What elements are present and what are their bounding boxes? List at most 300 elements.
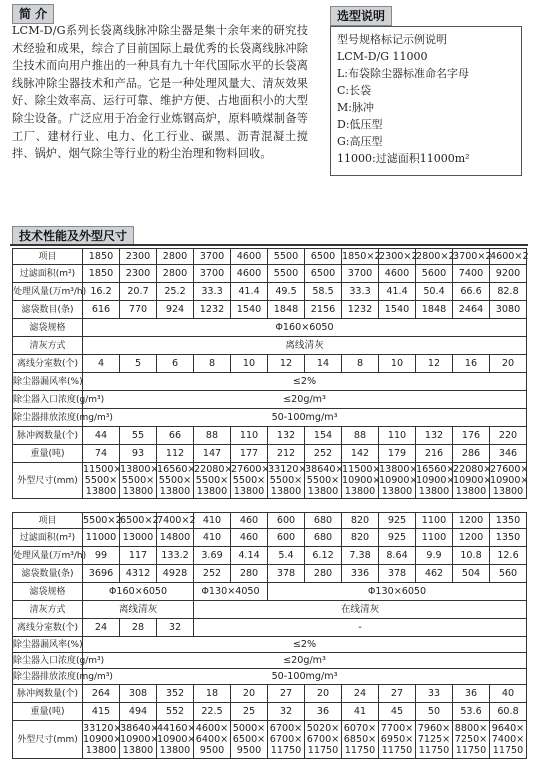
spec-table-1 (12, 248, 527, 499)
cell-line: 7125× (417, 734, 451, 745)
model-line: C:长袋 (337, 84, 372, 97)
row-label: 除尘器入口浓度(g/m³) (13, 391, 83, 409)
table-cell (379, 721, 416, 759)
table-cell: 3.69 (194, 547, 231, 565)
table-cell: Φ160×6050 (83, 583, 194, 601)
table-cell: 147 (194, 445, 231, 463)
table-row (13, 265, 527, 283)
cell-line: 5500× (306, 475, 340, 486)
table-row (13, 391, 527, 409)
table-cell: 378 (268, 565, 305, 583)
table-cell: 1232 (194, 301, 231, 319)
table-cell (120, 463, 157, 499)
table-cell: 41 (342, 703, 379, 721)
table-cell: 820 (342, 529, 379, 547)
table-cell (490, 721, 527, 759)
model-line: 11000:过滤面积11000m² (337, 152, 470, 165)
table-cell: ≤2% (83, 373, 527, 391)
table-cell: 1850 (83, 249, 120, 265)
table-cell: 2300 (120, 265, 157, 283)
table-cell: 7.38 (342, 547, 379, 565)
table-row (13, 721, 527, 759)
table-cell: 41.4 (379, 283, 416, 301)
table-cell (157, 463, 194, 499)
cell-line: 10900× (453, 475, 492, 486)
cell-line: 7700× (380, 723, 414, 734)
cell-line: 7960× (417, 723, 451, 734)
row-label: 除尘器漏风率(%) (13, 637, 83, 653)
table-cell: 252 (305, 445, 342, 463)
table-row (13, 565, 527, 583)
table-cell (157, 721, 194, 759)
intro-text: LCM-D/G系列长袋离线脉冲除尘器是集十余年来的研究技术经验和成果，综合了目前国际上最优秀的长袋离线脉冲除尘技术而向用户推出的一种具有九十年代国际水平的长袋离线脉冲除尘器技术和产品。它是一种处理风量大、清灰效果好、除尘效率高、运行可靠、维护方便、占地面积小的大型除尘设备。广泛应用于冶金行业炼钢高炉，原料喷煤制备等工厂、建材行业、电力、化工行业、碳黑、沥青混凝土搅拌、锅炉、烟气除尘等行业的粉尘治理和物料回收。 (12, 24, 308, 161)
table-cell: 6 (157, 355, 194, 373)
table-cell: 117 (120, 547, 157, 565)
cell-line: 22080× (194, 464, 233, 475)
table-cell: 36 (453, 685, 490, 703)
table-cell: 24 (83, 619, 120, 637)
table-cell: 4 (83, 355, 120, 373)
cell-line: 9500 (199, 745, 225, 756)
row-label: 离线分室数(个) (13, 619, 83, 637)
table-cell: 58.5 (305, 283, 342, 301)
table-cell: 336 (342, 565, 379, 583)
table-row (13, 337, 527, 355)
table-cell: 1200 (453, 529, 490, 547)
table-cell (416, 463, 453, 499)
cell-line: 11750 (455, 745, 487, 756)
table-cell: 74 (83, 445, 120, 463)
table-cell: 60.8 (490, 703, 527, 721)
cell-line: 6070× (343, 723, 377, 734)
cell-line: 4600× (195, 723, 229, 734)
table-cell: 33.3 (342, 283, 379, 301)
cell-line: 5000× (232, 723, 266, 734)
table-cell (416, 721, 453, 759)
table-cell: 4600 (231, 249, 268, 265)
row-label: 清灰方式 (13, 601, 83, 619)
divider (10, 244, 528, 246)
table-cell: 504 (453, 565, 490, 583)
table-cell: 11000 (83, 529, 120, 547)
table-cell: 40 (490, 685, 527, 703)
table-cell: 415 (83, 703, 120, 721)
table-cell: 5 (120, 355, 157, 373)
cell-line: 11750 (418, 745, 450, 756)
table-cell: 22.5 (194, 703, 231, 721)
cell-line: 13800 (418, 486, 450, 497)
cell-line: 13800 (344, 486, 376, 497)
table-cell: 4600 (231, 265, 268, 283)
table-row (13, 427, 527, 445)
table-cell: 9.9 (416, 547, 453, 565)
table-cell: 20 (490, 355, 527, 373)
table-cell: 50-100mg/m³ (83, 409, 527, 427)
table-cell: 25.2 (157, 283, 194, 301)
table-cell: 16 (453, 355, 490, 373)
row-label: 离线分室数(个) (13, 355, 83, 373)
table-row (13, 583, 527, 601)
model-line: L:布袋除尘器标准命名字母 (337, 67, 470, 80)
table-row (13, 669, 527, 685)
table-cell (83, 721, 120, 759)
table-cell: 1232 (342, 301, 379, 319)
cell-line: 27600× (231, 464, 270, 475)
table-cell: 1848 (268, 301, 305, 319)
table-row (13, 637, 527, 653)
table-cell: 220 (490, 427, 527, 445)
cell-line: 11750 (344, 745, 376, 756)
table-cell: 25 (231, 703, 268, 721)
table-cell: 154 (305, 427, 342, 445)
table-row (13, 409, 527, 427)
table-cell: 6500 (305, 265, 342, 283)
table-cell: 132 (416, 427, 453, 445)
cell-line: 11750 (307, 745, 339, 756)
table-cell: 4600 (379, 265, 416, 283)
table-cell: 3696 (83, 565, 120, 583)
cell-line: 38640× (305, 464, 344, 475)
table-row (13, 373, 527, 391)
table-cell: 9200 (490, 265, 527, 283)
table-cell: 1540 (231, 301, 268, 319)
cell-line: 6950× (380, 734, 414, 745)
table-cell (490, 463, 527, 499)
table-cell: 2800×2 (416, 249, 453, 265)
table-cell: 600 (268, 513, 305, 529)
table-cell (453, 721, 490, 759)
cell-line: 9640× (491, 723, 525, 734)
table-cell: 45 (379, 703, 416, 721)
cell-line: 38640× (120, 723, 159, 734)
table-cell (231, 463, 268, 499)
row-label: 外型尺寸(mm) (13, 721, 83, 759)
table-cell (305, 721, 342, 759)
cell-line: 13800 (159, 486, 191, 497)
table-cell: 14 (305, 355, 342, 373)
table-cell: 20 (231, 685, 268, 703)
table-cell: 在线清灰 (194, 601, 527, 619)
table-cell: 88 (194, 427, 231, 445)
table-cell: 5500 (268, 249, 305, 265)
cell-line: 13800 (85, 486, 117, 497)
table-cell: 1350 (490, 529, 527, 547)
table-cell: 离线清灰 (83, 601, 194, 619)
table-cell (379, 463, 416, 499)
cell-line: 11500× (342, 464, 381, 475)
cell-line: 13800 (270, 486, 302, 497)
table-cell: 93 (120, 445, 157, 463)
cell-line: 6700× (306, 734, 340, 745)
model-line: 型号规格标记示例说明 (337, 33, 447, 46)
table-cell: 5500 (268, 265, 305, 283)
table-cell: 10 (379, 355, 416, 373)
cell-line: 6400× (195, 734, 229, 745)
table-cell: 925 (379, 529, 416, 547)
table-cell: 1540 (379, 301, 416, 319)
cell-line: 13800 (122, 745, 154, 756)
table-row (13, 703, 527, 721)
table-row (13, 319, 527, 337)
cell-line: 5500× (195, 475, 229, 486)
table-cell: 142 (342, 445, 379, 463)
table-cell: 280 (305, 565, 342, 583)
table-cell: 110 (379, 427, 416, 445)
table-cell: 460 (231, 529, 268, 547)
table-cell (342, 721, 379, 759)
cell-line: 13800 (159, 745, 191, 756)
table-cell (231, 721, 268, 759)
cell-line: 13800× (120, 464, 159, 475)
table-cell: 410 (194, 529, 231, 547)
table-cell: 820 (342, 513, 379, 529)
row-label: 除尘器入口浓度(g/m³) (13, 653, 83, 669)
cell-line: 10900× (379, 475, 418, 486)
table-cell: ≤20g/m³ (83, 391, 527, 409)
cell-line: 13800 (233, 486, 265, 497)
table-cell: 24 (342, 685, 379, 703)
table-cell: 1100 (416, 513, 453, 529)
table-row (13, 445, 527, 463)
table-cell: 770 (120, 301, 157, 319)
table-cell: 12 (416, 355, 453, 373)
row-label: 外型尺寸(mm) (13, 463, 83, 499)
cell-line: 5500× (232, 475, 266, 486)
table-cell: 3700 (194, 265, 231, 283)
table-cell: 133.2 (157, 547, 194, 565)
table-cell: 33 (416, 685, 453, 703)
table-cell: ≤2% (83, 637, 527, 653)
table-cell: Φ130×6050 (268, 583, 527, 601)
table-cell: 49.5 (268, 283, 305, 301)
table-row (13, 653, 527, 669)
table-cell (342, 463, 379, 499)
model-title: 选型说明 (330, 6, 392, 26)
table-cell: 460 (231, 513, 268, 529)
table-row (13, 513, 527, 529)
cell-line: 5500× (158, 475, 192, 486)
table-cell: 1350 (490, 513, 527, 529)
table-cell: 16.2 (83, 283, 120, 301)
cell-line: 13800 (381, 486, 413, 497)
table-cell: 27 (379, 685, 416, 703)
row-label: 处理风量(万m³/h) (13, 283, 83, 301)
table-cell: 32 (157, 619, 194, 637)
table-cell: 20.7 (120, 283, 157, 301)
table-cell: 28 (120, 619, 157, 637)
table-cell: 280 (231, 565, 268, 583)
table-cell: 88 (342, 427, 379, 445)
table-cell: 462 (416, 565, 453, 583)
table-cell: 50.4 (416, 283, 453, 301)
table-cell: 1848 (416, 301, 453, 319)
cell-line: 9500 (236, 745, 262, 756)
table-cell: 286 (453, 445, 490, 463)
cell-line: 10900× (490, 475, 529, 486)
table-cell: 5500×2 (83, 513, 120, 529)
table-row (13, 283, 527, 301)
cell-line: 11750 (492, 745, 524, 756)
table-cell (453, 463, 490, 499)
table-cell: 212 (268, 445, 305, 463)
table-cell (194, 721, 231, 759)
cell-line: 33120× (268, 464, 307, 475)
table-cell: 264 (83, 685, 120, 703)
table-cell (120, 721, 157, 759)
table-cell: 50 (416, 703, 453, 721)
row-label: 除尘器排放浓度(mg/m³) (13, 669, 83, 685)
cell-line: 13800 (122, 486, 154, 497)
cell-line: 10900× (342, 475, 381, 486)
table-cell: 55 (120, 427, 157, 445)
table-cell: 2800 (157, 265, 194, 283)
table-cell: 7400 (453, 265, 490, 283)
table-cell: 616 (83, 301, 120, 319)
cell-line: 8800× (454, 723, 488, 734)
table-cell: 552 (157, 703, 194, 721)
cell-line: 10900× (83, 734, 122, 745)
cell-line: 33120× (83, 723, 122, 734)
table-cell: 3700 (342, 265, 379, 283)
model-line: M:脉冲 (337, 101, 374, 114)
table-cell: 176 (453, 427, 490, 445)
table-cell: 2300 (120, 249, 157, 265)
table-cell: 27 (268, 685, 305, 703)
cell-line: 6850× (343, 734, 377, 745)
table-cell: 33.3 (194, 283, 231, 301)
table-cell: 12 (268, 355, 305, 373)
model-line: G:高压型 (337, 135, 383, 148)
spec-table-2 (12, 512, 527, 759)
table-cell: 4928 (157, 565, 194, 583)
table-cell: 7400×2 (157, 513, 194, 529)
table-cell: 53.6 (453, 703, 490, 721)
row-label: 滤袋规格 (13, 319, 83, 337)
table-row (13, 529, 527, 547)
cell-line: 16560× (416, 464, 455, 475)
row-label: 滤袋数目(条) (13, 301, 83, 319)
table-cell: 32 (268, 703, 305, 721)
cell-line: 7250× (454, 734, 488, 745)
table-cell: ≤20g/m³ (83, 653, 527, 669)
cell-line: 13800 (307, 486, 339, 497)
table-cell: 5.4 (268, 547, 305, 565)
table-cell: 66 (157, 427, 194, 445)
table-row (13, 601, 527, 619)
table-row (13, 301, 527, 319)
table-cell: 44 (83, 427, 120, 445)
model-box (330, 26, 522, 176)
table-cell: 14800 (157, 529, 194, 547)
table-cell: 10.8 (453, 547, 490, 565)
table-cell: 216 (416, 445, 453, 463)
cell-line: 11750 (381, 745, 413, 756)
cell-line: 13800 (492, 486, 524, 497)
cell-line: 11500× (83, 464, 122, 475)
table-row (13, 685, 527, 703)
cell-line: 10900× (416, 475, 455, 486)
spec-title: 技术性能及外型尺寸 (12, 226, 134, 246)
table-cell: 924 (157, 301, 194, 319)
row-label: 处理风量(万m³/h) (13, 547, 83, 565)
table-cell: 252 (194, 565, 231, 583)
cell-line: 6700× (269, 723, 303, 734)
table-cell: 4600×2 (490, 249, 527, 265)
table-cell: 6500 (305, 249, 342, 265)
table-cell: 3080 (490, 301, 527, 319)
table-cell: 2800 (157, 249, 194, 265)
row-label: 过滤面积(m²) (13, 529, 83, 547)
table-cell: 4.14 (231, 547, 268, 565)
table-cell: 18 (194, 685, 231, 703)
table-cell: 66.6 (453, 283, 490, 301)
table-cell: - (194, 619, 527, 637)
table-cell: 308 (120, 685, 157, 703)
row-label: 滤袋规格 (13, 583, 83, 601)
cell-line: 5500× (121, 475, 155, 486)
cell-line: 27600× (490, 464, 529, 475)
table-cell: 离线清灰 (83, 337, 527, 355)
table-cell: 3700 (194, 249, 231, 265)
row-label: 清灰方式 (13, 337, 83, 355)
cell-line: 10900× (157, 734, 196, 745)
cell-line: 11750 (270, 745, 302, 756)
table-cell: 8 (342, 355, 379, 373)
table-cell: 8.64 (379, 547, 416, 565)
table-cell: Φ160×6050 (83, 319, 527, 337)
table-cell: 12.6 (490, 547, 527, 565)
table-cell: 20 (305, 685, 342, 703)
table-cell: 6500×2 (120, 513, 157, 529)
row-label: 项目 (13, 513, 83, 529)
table-cell: 2156 (305, 301, 342, 319)
table-cell: 179 (379, 445, 416, 463)
cell-line: 22080× (453, 464, 492, 475)
cell-line: 13800 (455, 486, 487, 497)
cell-line: 5020× (306, 723, 340, 734)
table-cell: 132 (268, 427, 305, 445)
table-cell: 1850×2 (342, 249, 379, 265)
table-row (13, 249, 527, 265)
cell-line: 44160× (157, 723, 196, 734)
table-cell: 10 (231, 355, 268, 373)
row-label: 滤袋数量(条) (13, 565, 83, 583)
table-row (13, 355, 527, 373)
table-row (13, 619, 527, 637)
cell-line: 10900× (120, 734, 159, 745)
model-line: D:低压型 (337, 118, 383, 131)
cell-line: 13800× (379, 464, 418, 475)
table-row (13, 463, 527, 499)
table-cell: 110 (231, 427, 268, 445)
table-cell (83, 463, 120, 499)
model-line: LCM-D/G 11000 (337, 50, 428, 63)
table-cell (268, 463, 305, 499)
intro-title: 简 介 (12, 4, 54, 24)
cell-line: 5500× (269, 475, 303, 486)
cell-line: 6500× (232, 734, 266, 745)
row-label: 脉冲阀数量(个) (13, 427, 83, 445)
cell-line: 6700× (269, 734, 303, 745)
table-cell: 82.8 (490, 283, 527, 301)
table-cell: 352 (157, 685, 194, 703)
cell-line: 16560× (157, 464, 196, 475)
row-label: 除尘器排放浓度(mg/m³) (13, 409, 83, 427)
table-cell: 8 (194, 355, 231, 373)
table-cell: Φ130×4050 (194, 583, 268, 601)
row-label: 项目 (13, 249, 83, 265)
table-cell (268, 721, 305, 759)
